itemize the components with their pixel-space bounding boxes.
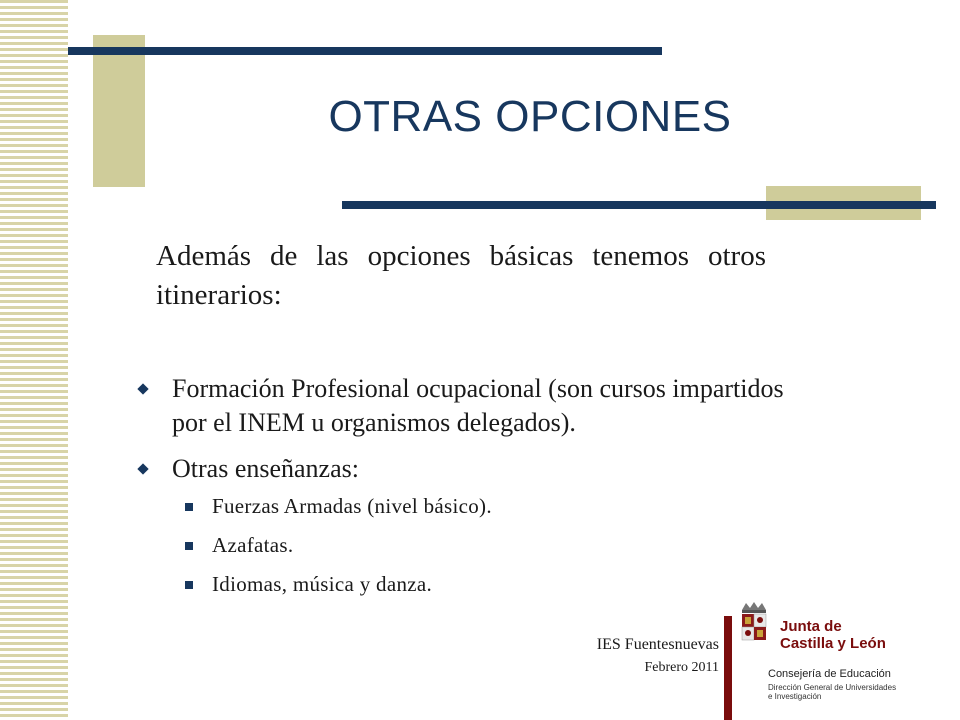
- junta-logo-text: [780, 618, 886, 652]
- bullet-text: Formación Profesional ocupacional (son cursos impartidos por el INEM u organismos delegados).: [172, 374, 784, 437]
- diamond-bullet-icon: [137, 463, 148, 474]
- direccion-label: [768, 683, 928, 701]
- square-bullet-icon: [185, 503, 193, 511]
- decorative-olive-block-top: [93, 35, 145, 187]
- decorative-navy-line-top: [68, 47, 662, 55]
- bullet-item: [136, 372, 816, 440]
- diamond-bullet-icon: [137, 383, 148, 394]
- logo-line1: Junta de: [780, 618, 842, 635]
- footer-date: Febrero 2011: [644, 660, 719, 675]
- bullet-text: Otras enseñanzas:: [172, 454, 359, 483]
- sub-bullet-item: [172, 533, 816, 558]
- slide-title: OTRAS OPCIONES: [328, 92, 732, 141]
- bullet-list: [136, 372, 816, 611]
- decorative-red-bar: [724, 616, 732, 720]
- direccion-line2: e Investigación: [768, 692, 822, 701]
- direccion-line1: Dirección General de Universidades: [768, 683, 897, 692]
- logo-line2: Castilla y León: [780, 635, 886, 652]
- bullet-item: [136, 452, 816, 597]
- decorative-navy-line-bottom: [342, 201, 936, 209]
- square-bullet-icon: [185, 542, 193, 550]
- sub-bullet-text: Idiomas, música y danza.: [212, 572, 433, 596]
- sub-bullet-text: Azafatas.: [212, 533, 294, 557]
- sub-bullet-list: [172, 494, 816, 597]
- square-bullet-icon: [185, 581, 193, 589]
- decorative-striped-strip: [0, 0, 68, 720]
- sub-bullet-item: [172, 572, 816, 597]
- intro-paragraph: Además de las opciones básicas tenemos otros itinerarios:: [156, 240, 766, 311]
- sub-bullet-item: [172, 494, 816, 519]
- sub-bullet-text: Fuerzas Armadas (nivel básico).: [212, 494, 492, 518]
- consejeria-label: Consejería de Educación: [768, 668, 891, 680]
- footer-school: IES Fuentesnuevas: [596, 636, 719, 653]
